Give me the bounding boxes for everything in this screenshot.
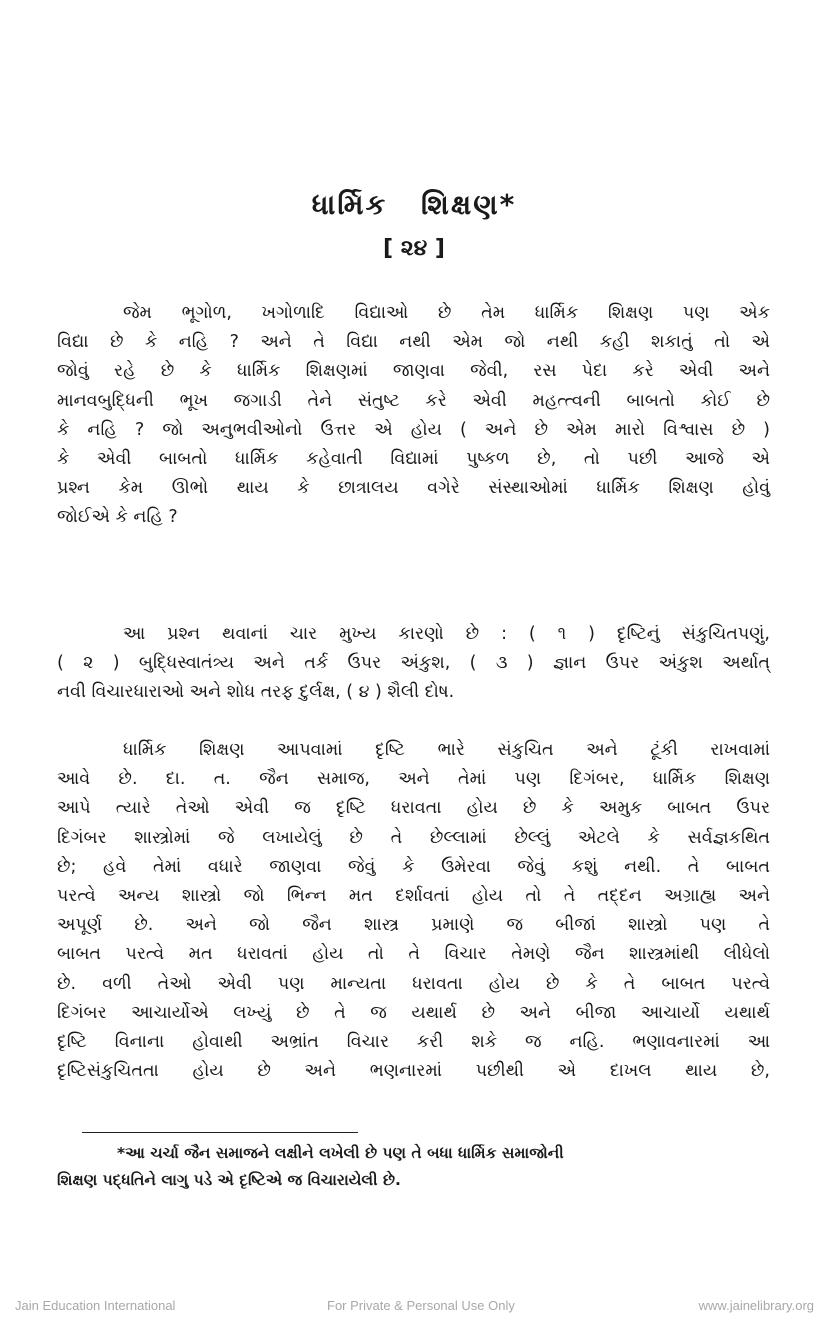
text-line: આવે છે. દા. ત. જૈન સમાજ, અને તેમાં પણ દિગંબર, ધાર્મિક શિક્ષણ (57, 769, 770, 790)
footer-publisher: Jain Education International (15, 1298, 176, 1313)
text-line: અપૂર્ણ છે. અને જો જૈન શાસ્ત્ર પ્રમાણે જ બીજાં શાસ્ત્રો પણ તે (57, 915, 770, 936)
paragraph-3 (57, 736, 770, 1086)
text-line: માનવબુદ્ધિની ભૂખ જગાડી તેને સંતુષ્ટ કરે એવી મહત્ત્વની બાબતો કોઈ છે (57, 390, 770, 411)
text-line: ( ૨ ) બુદ્ધિસ્વાતંત્ર્ય અને તર્ક ઉપર અંકુશ, ( ૩ ) જ્ઞાન ઉપર અંકુશ અર્થાત્ (57, 653, 770, 674)
text-line: દિગંબર આચાર્યોએ લખ્યું છે તે જ યથાર્થ છે અને બીજા આચાર્યો યથાર્થ (57, 1002, 770, 1023)
footer-usage-notice: For Private & Personal Use Only (327, 1298, 515, 1313)
page-footer (0, 1296, 828, 1320)
text-line: જેમ ભૂગોળ, ખગોળાદિ વિદ્યાઓ છે તેમ ધાર્મિક શિક્ષણ પણ એક (123, 303, 770, 323)
text-line: જોઈએ કે નહિ ? (57, 507, 178, 528)
footnote-line: શિક્ષણ પદ્ધતિને લાગુ પડે એ દૃષ્ટિએ જ વિચારાયેલી છે. (57, 1171, 401, 1189)
text-line: પ્રશ્ન કેમ ઊભો થાય કે છાત્રાલય વગેરે સંસ્થાઓમાં ધાર્મિક શિક્ષણ હોવું (57, 478, 770, 499)
footnote-divider (82, 1132, 358, 1133)
text-line: કે નહિ ? જો અનુભવીઓનો ઉત્તર એ હોય ( અને છે એમ મારો વિશ્વાસ છે ) (57, 419, 770, 440)
text-line: છે; હવે તેમાં વધારે જાણવા જેવું કે ઉમેરવા જેવું કશું નથી. તે બાબત (57, 856, 770, 877)
text-line: દૃષ્ટિ વિનાના હોવાથી અભ્રાંત વિચાર કરી શકે જ નહિ. ભણાવનારમાં આ (57, 1032, 770, 1053)
text-line: છે. વળી તેઓ એવી પણ માન્યતા ધરાવતા હોય છે કે તે બાબત પરત્વે (57, 973, 770, 994)
text-line: આપે ત્યારે તેઓ એવી જ દૃષ્ટિ ધરાવતા હોય છે કે અમુક બાબત ઉપર (57, 798, 770, 819)
text-line: જોવું રહે છે કે ધાર્મિક શિક્ષણમાં જાણવા જેવી, રસ પેદા કરે એવી અને (57, 361, 770, 382)
footer-website-link[interactable]: www.jainelibrary.org (698, 1298, 814, 1313)
text-line: કે એવી બાબતો ધાર્મિક કહેવાતી વિદ્યામાં પુષ્કળ છે, તો પછી આજે એ (57, 449, 770, 470)
page-title: ધાર્મિક શિક્ષણ* (311, 188, 517, 221)
text-line: આ પ્રશ્ન થવાનાં ચાર મુખ્ય કારણો છે : ( ૧ ) દૃષ્ટિનું સંકુચિતપણું, (123, 624, 770, 644)
text-line: દૃષ્ટિસંકુચિતતા હોય છે અને ભણનારમાં પછીથી એ દાખલ થાય છે, (57, 1061, 770, 1082)
text-line: બાબત પરત્વે મત ધરાવતાં હોય તો તે વિચાર તેમણે જૈન શાસ્ત્રમાંથી લીધેલો (57, 944, 770, 965)
chapter-number: [ ૨૪ ] (383, 236, 445, 261)
text-line: વિદ્યા છે કે નહિ ? અને તે વિદ્યા નથી એમ જો નથી કહી શકાતું તો એ (57, 332, 770, 353)
paragraph-1 (57, 299, 770, 533)
footnote-line: *આ ચર્ચા જૈન સમાજને લક્ષીને લખેલી છે પણ તે બધા ધાર્મિક સમાજોની (117, 1144, 564, 1162)
text-line: નવી વિચારધારાઓ અને શોધ તરફ દુર્લક્ષ, ( ૪ ) શૈલી દોષ. (57, 682, 455, 703)
text-line: ધાર્મિક શિક્ષણ આપવામાં દૃષ્ટિ ભારે સંકુચિત અને ટૂંકી રાખવામાં (123, 740, 770, 760)
text-line: દિગંબર શાસ્ત્રોમાં જે લખાયેલું છે તે છેલ્લામાં છેલ્લું એટલે કે સર્વજ્ઞકથિત (57, 827, 770, 848)
text-line: પરત્વે અન્ય શાસ્ત્રો જો ભિન્ન મત દર્શાવતાં હોય તો તે તદ્દન અગ્રાહ્ય અને (57, 886, 770, 907)
paragraph-2 (57, 620, 770, 708)
footnote (57, 1140, 770, 1194)
